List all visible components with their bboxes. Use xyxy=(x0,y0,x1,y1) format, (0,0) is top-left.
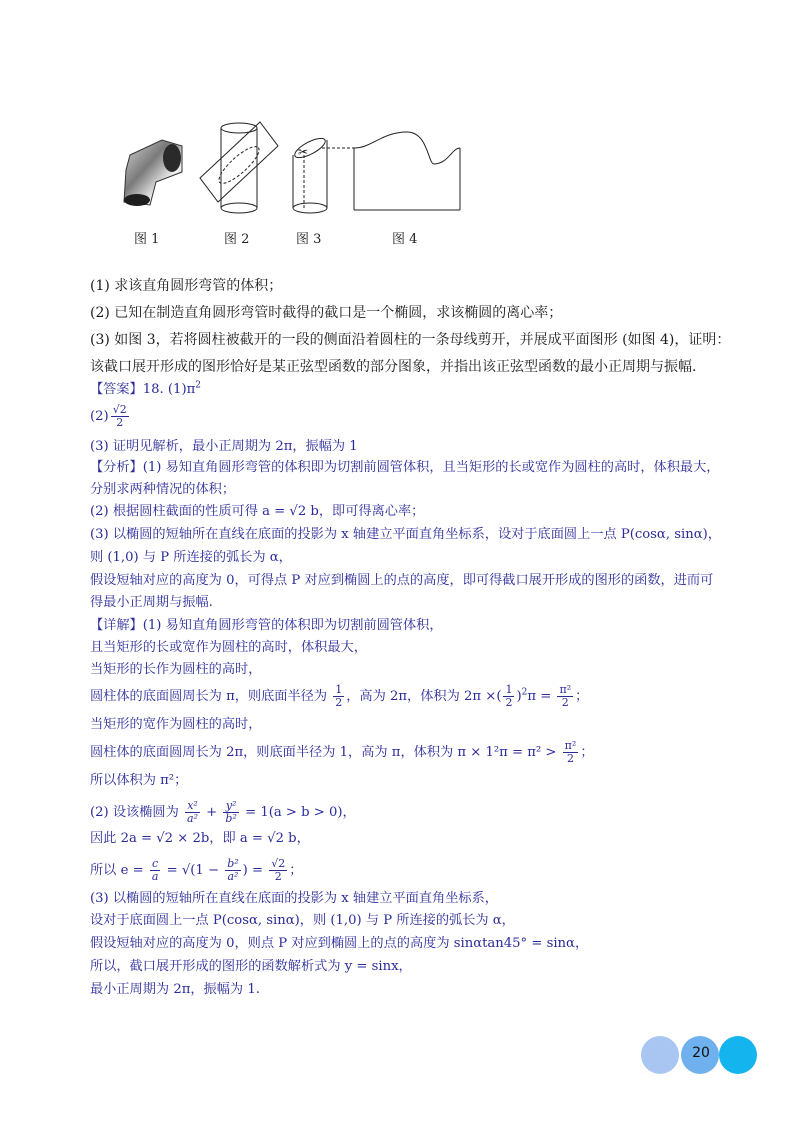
detail-line-13: 假设短轴对应的高度为 0，则点 P 对应到椭圆上的点的高度为 sinαtan45° = sinα， xyxy=(90,936,589,951)
detail-10-c: ) = xyxy=(242,863,264,878)
half-fraction-2 xyxy=(503,684,514,709)
c-num: c xyxy=(150,858,161,871)
answer-line-1: 【答案】18. $(1)\pi^2$ xyxy=(90,380,201,397)
answer-fraction-num: √2 xyxy=(112,403,127,416)
detail-4-d: ； xyxy=(575,689,589,704)
detail-line-7: 所以体积为 π²； xyxy=(90,773,188,788)
answer-line-3: (3) 证明见解析，最小正周期为 2π，振幅为 1 xyxy=(90,439,358,454)
answer-tag: 【答案】 xyxy=(90,382,143,397)
detail-line-4: 圆柱体的底面圆周长为 π，则底面半径为 $\frac{1}{2}$ ，高为 2π，体积为 2π ×( $\frac{1}{2}$ )$^2$π = $\frac{\text{π²}}{2}$ ； xyxy=(90,683,589,709)
question-3-continued: 该截口展开形成的图形恰好是某正弦型函数的部分图象，并指出该正弦型函数的最小正周期与振幅. xyxy=(90,359,697,375)
cut-cylinder-figure xyxy=(292,135,328,213)
analysis-line-5: 则 (1,0) 与 P 所连接的弧长为 α， xyxy=(90,550,292,565)
x2-a2-fraction xyxy=(185,800,200,825)
pi2-num: π² xyxy=(559,683,572,696)
detail-line-5: 当矩形的宽作为圆柱的高时， xyxy=(90,717,262,732)
detail-line-10 xyxy=(90,858,302,883)
detail-4-b: ，高为 2π，体积为 2π × xyxy=(346,689,497,704)
half-num: 1 xyxy=(335,683,343,696)
badge-circle-light xyxy=(641,1036,679,1074)
answer-part-2-label: (2) xyxy=(90,409,109,424)
figure-caption-1: 图 1 xyxy=(134,232,160,247)
detail-8-b: = 1(a > b > 0)， xyxy=(245,805,356,820)
detail-line-6 xyxy=(90,740,594,765)
page-number: 20 xyxy=(692,1045,710,1061)
pi2-fraction xyxy=(557,684,573,709)
analysis-line-6: 假设短轴对应的高度为 0，可得点 P 对应到椭圆上的点的高度，即可得截口展开形成的图形的函数，进而可 xyxy=(90,573,714,588)
a-den: a xyxy=(151,870,159,883)
detail-line-8: (2) 设该椭圆为 $\frac{\text{x²}}{\text{a²}}$ + $\frac{\text{y²}}{\text{b²}}$ = 1(a > b > 0)， xyxy=(90,799,356,825)
detail-10-b: = √(1 − xyxy=(166,863,220,878)
pi2-fraction-2 xyxy=(563,740,579,765)
y2-b2-fraction xyxy=(223,800,238,825)
half-num-2: 1 xyxy=(505,683,513,696)
detail-line-15: 最小正周期为 2π，振幅为 1. xyxy=(90,982,260,997)
detail-line-11: (3) 以椭圆的短轴所在直线在底面的投影为 x 轴建立平面直角坐标系， xyxy=(90,891,498,906)
figure-caption-3: 图 3 xyxy=(296,232,322,247)
detail-line-2: 且当矩形的长或宽作为圆柱的高时，体积最大， xyxy=(90,640,367,655)
analysis-line-4: (3) 以椭圆的短轴所在直线在底面的投影为 x 轴建立平面直角坐标系，设对于底面圆上一点 P(cosα, sinα)， xyxy=(90,527,721,542)
x2-num: x² xyxy=(185,800,200,813)
analysis-line-1 xyxy=(90,459,720,477)
y2-num: y² xyxy=(223,800,238,813)
a2-den-2: a² xyxy=(227,870,239,883)
analysis-text-1: (1) 易知直角圆形弯管的体积即为切割前圆管体积，且当矩形的长或宽作为圆柱的高时，体积最大， xyxy=(142,460,720,475)
b2-num: b² xyxy=(227,857,239,870)
detail-text-1: (1) 易知直角圆形弯管的体积即为切割前圆管体积， xyxy=(142,618,443,633)
question-2: (2) 已知在制造直角圆形弯管时截得的截口是一个椭圆，求该椭圆的离心率； xyxy=(90,305,563,321)
detail-line-12: 设对于底面圆上一点 P(cosα, sinα)，则 (1,0) 与 P 所连接的弧长为 α， xyxy=(90,913,515,928)
pi2-num-2: π² xyxy=(564,739,577,752)
detail-6-a: 圆柱体的底面圆周长为 2π，则底面半径为 1，高为 π，体积为 π × 1²π = π² > xyxy=(90,745,557,760)
sqrt2-fraction xyxy=(269,858,287,883)
detail-4-c: π = xyxy=(527,689,552,704)
pi2-den: 2 xyxy=(561,696,569,709)
question-3: (3) 如图 3，若将圆柱被截开的一段的侧面沿着圆柱的一条母线剪开，并展成平面图形 (如图 4)，证明： xyxy=(90,332,731,348)
figure-caption-2: 图 2 xyxy=(224,232,250,247)
figures-row xyxy=(110,110,470,250)
detail-line-9: 因此 2a = √2 × 2b，即 a = √2 b， xyxy=(90,831,310,846)
answer-part-1: 18. (1)π xyxy=(142,382,196,397)
half-den: 2 xyxy=(335,696,343,709)
half-fraction xyxy=(333,684,344,709)
detail-10-a: 所以 e = xyxy=(90,863,144,878)
detail-8-a: (2) 设该椭圆为 xyxy=(90,805,179,820)
detail-line-14: 所以，截口展开形成的图形的函数解析式为 y = sinx， xyxy=(90,959,412,974)
detail-10-d: ； xyxy=(289,863,303,878)
analysis-tag: 【分析】 xyxy=(90,460,143,475)
analysis-line-2: 分别求两种情况的体积； xyxy=(90,482,236,497)
answer-line-2 xyxy=(90,404,131,429)
detail-line-1 xyxy=(90,617,443,635)
elbow-pipe-image xyxy=(124,140,182,206)
b2-a2-fraction xyxy=(225,858,240,883)
analysis-line-7: 得最小正周期与振幅. xyxy=(90,595,213,610)
detail-line-3: 当矩形的长作为圆柱的高时， xyxy=(90,662,262,677)
figure-caption-4: 图 4 xyxy=(392,232,418,247)
detail-6-b: ； xyxy=(580,745,594,760)
two-den: 2 xyxy=(274,870,282,883)
question-1: (1) 求该直角圆形弯管的体积； xyxy=(90,278,283,294)
half-den-2: 2 xyxy=(505,696,513,709)
sqrt2-num: √2 xyxy=(271,857,286,870)
unrolled-sine-figure xyxy=(322,132,460,210)
cylinder-plane-figure xyxy=(200,122,278,213)
answer-fraction-den: 2 xyxy=(116,416,124,429)
scissors-icon: ✂ xyxy=(298,145,309,159)
a2-den: a² xyxy=(187,812,198,825)
analysis-line-3: (2) 根据圆柱截面的性质可得 a = √2 b，即可得离心率； xyxy=(90,504,425,519)
figures-svg xyxy=(110,110,470,225)
detail-tag: 【详解】 xyxy=(90,618,143,633)
badge-circle-dark xyxy=(719,1036,757,1074)
b2-den: b² xyxy=(225,812,237,825)
c-a-fraction xyxy=(150,858,161,883)
pi2-den-2: 2 xyxy=(566,752,574,765)
answer-fraction xyxy=(111,404,129,429)
detail-4-a: 圆柱体的底面圆周长为 π，则底面半径为 xyxy=(90,689,328,704)
